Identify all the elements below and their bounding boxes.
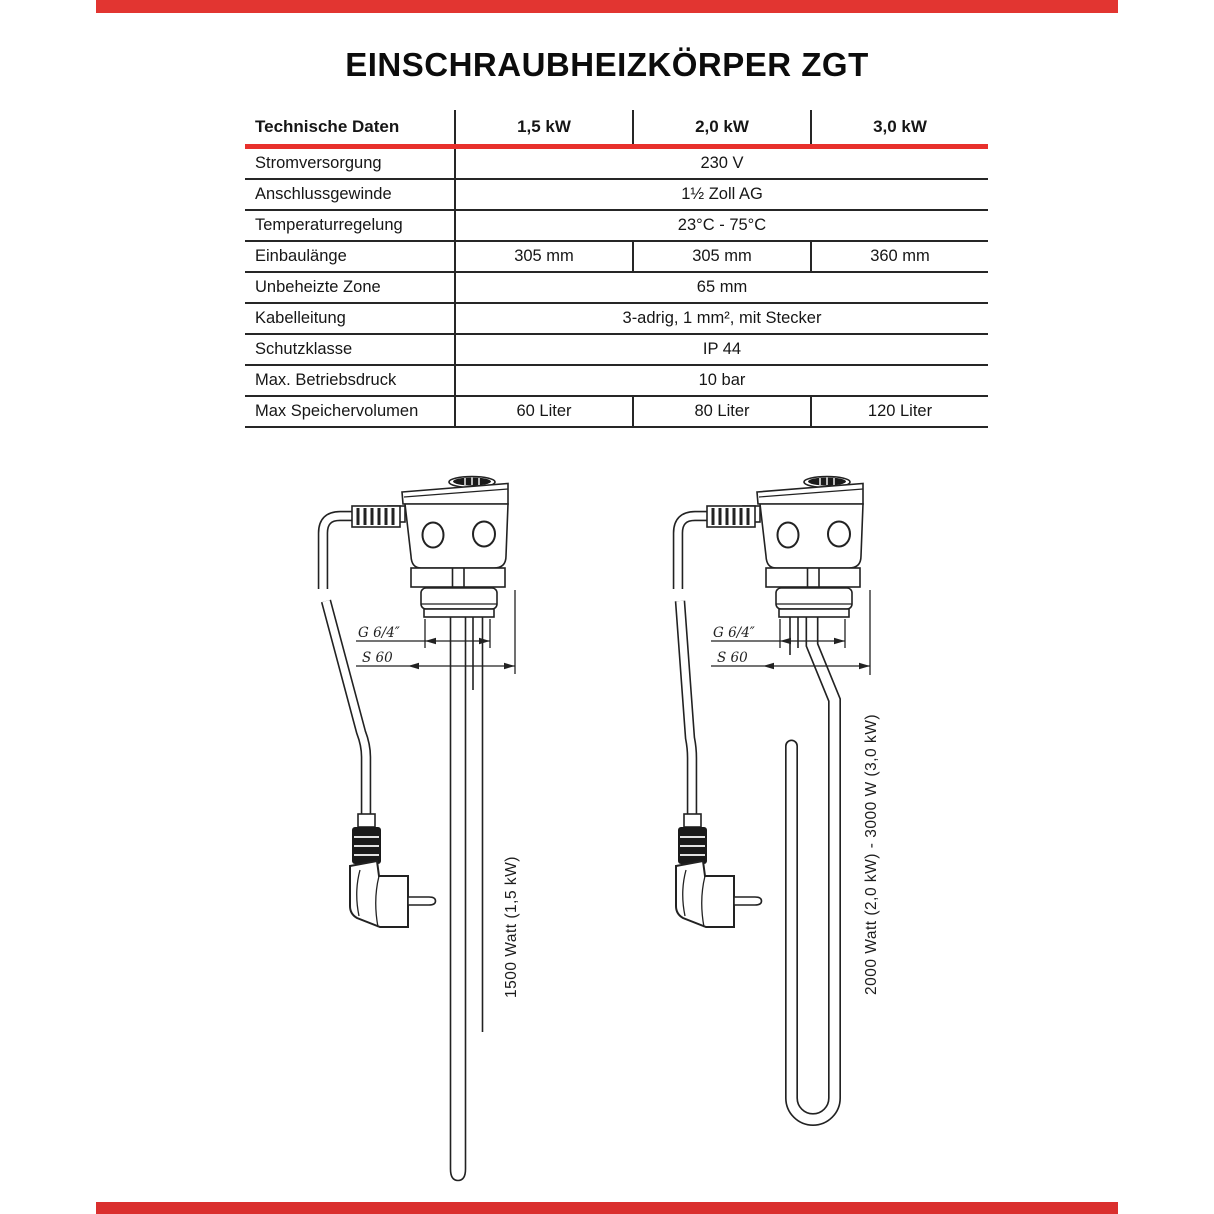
thread-size-label: G 6/4″ — [358, 625, 400, 641]
spec-label: Anschlussgewinde — [245, 179, 455, 210]
heating-loop — [790, 617, 835, 1120]
spec-value: 1½ Zoll AG — [455, 179, 988, 210]
spec-label: Unbeheizte Zone — [245, 272, 455, 303]
spec-value: 60 Liter — [455, 396, 633, 427]
schuko-plug — [350, 814, 436, 927]
table-row — [245, 241, 988, 272]
heater-drawing-right — [640, 455, 890, 1145]
spec-label: Kabelleitung — [245, 303, 455, 334]
page-title: EINSCHRAUBHEIZKÖRPER ZGT — [345, 46, 869, 83]
table-row — [245, 272, 988, 303]
wattage-caption-right: 2000 Watt (2,0 kW) - 3000 W (3,0 kW) — [863, 714, 880, 995]
table-row — [245, 147, 988, 180]
thermostat-head — [352, 477, 508, 618]
spec-value: IP 44 — [455, 334, 988, 365]
table-row — [245, 396, 988, 427]
spec-value: 305 mm — [455, 241, 633, 272]
spec-value: 230 V — [455, 147, 988, 180]
cable — [678, 516, 711, 819]
table-header-label: Technische Daten — [245, 110, 455, 147]
spec-value: 10 bar — [455, 365, 988, 396]
spec-value: 3-adrig, 1 mm², mit Stecker — [455, 303, 988, 334]
technical-data-table — [245, 110, 988, 428]
top-red-bar — [96, 0, 1118, 13]
bottom-red-bar — [96, 1202, 1118, 1214]
thread-size-label: G 6/4″ — [713, 625, 755, 641]
spec-value: 23°C - 75°C — [455, 210, 988, 241]
spec-value: 360 mm — [811, 241, 988, 272]
table-row — [245, 303, 988, 334]
table-header-col-3: 3,0 kW — [811, 110, 988, 147]
spec-label: Temperaturregelung — [245, 210, 455, 241]
heater-drawing-left — [300, 455, 545, 1190]
table-header-row — [245, 110, 988, 147]
table-row — [245, 179, 988, 210]
spec-label: Max. Betriebsdruck — [245, 365, 455, 396]
table-row — [245, 334, 988, 365]
wattage-caption-left: 1500 Watt (1,5 kW) — [503, 856, 520, 998]
spec-value: 65 mm — [455, 272, 988, 303]
spec-label: Einbaulänge — [245, 241, 455, 272]
wrench-size-label: S 60 — [717, 650, 748, 666]
wrench-size-label: S 60 — [362, 650, 393, 666]
table-row — [245, 365, 988, 396]
spec-value: 305 mm — [633, 241, 811, 272]
table-header-col-1: 1,5 kW — [455, 110, 633, 147]
thermostat-head — [707, 477, 863, 618]
spec-label: Max Speichervolumen — [245, 396, 455, 427]
spec-label: Schutzklasse — [245, 334, 455, 365]
table-row — [245, 210, 988, 241]
table-header-col-2: 2,0 kW — [633, 110, 811, 147]
cable — [323, 516, 366, 819]
heating-tube — [451, 617, 483, 1181]
spec-value: 120 Liter — [811, 396, 988, 427]
spec-label: Stromversorgung — [245, 147, 455, 180]
spec-value: 80 Liter — [633, 396, 811, 427]
schuko-plug — [676, 814, 762, 927]
